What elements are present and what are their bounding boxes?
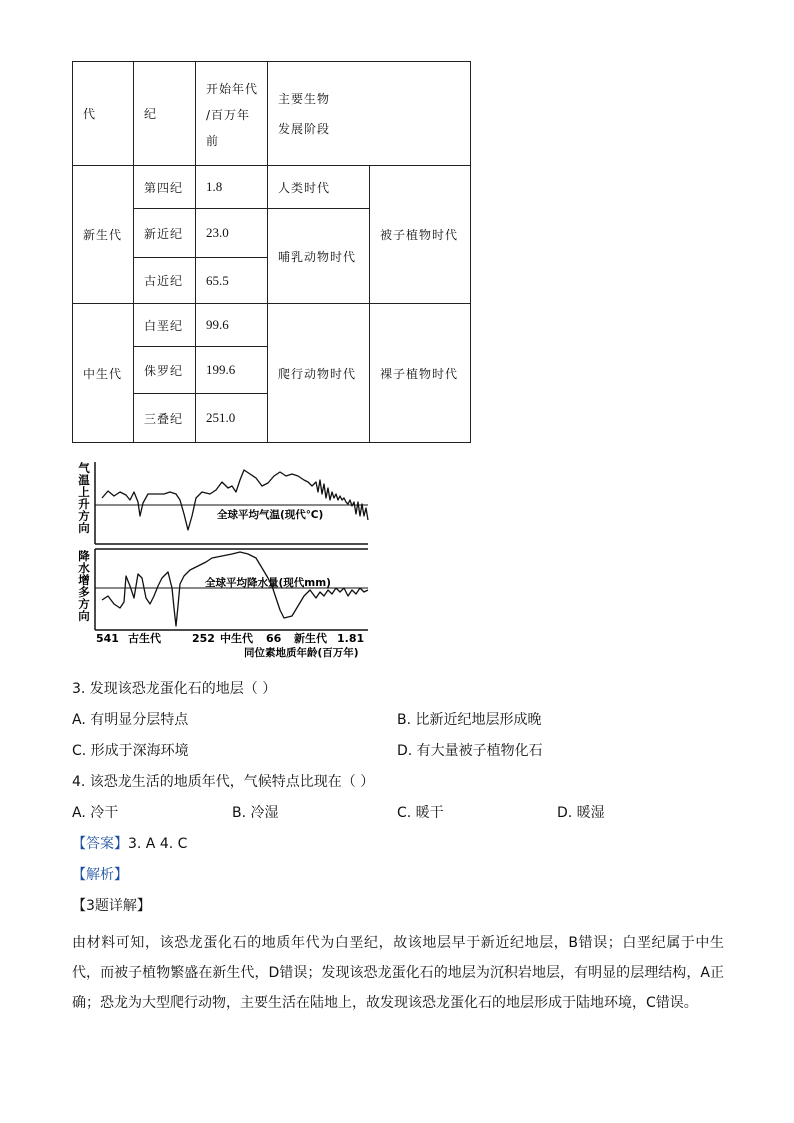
temp-axis-char: 升 — [78, 497, 90, 511]
precip-axis-char: 增 — [78, 573, 90, 587]
q4-option-c: C. 暖干 — [397, 805, 444, 821]
temp-axis-char: 气 — [78, 461, 90, 475]
table-row — [73, 166, 471, 209]
header-biology-stage — [268, 62, 471, 166]
precip-axis-char: 方 — [78, 597, 90, 611]
table-row — [73, 304, 471, 347]
q3-option-a: A. 有明显分层特点 — [72, 712, 189, 728]
header-start-line3: 前 — [206, 133, 220, 148]
x-tick-paleozoic: 古生代 — [128, 632, 161, 645]
start-age-cell: 199.6 — [196, 347, 268, 394]
temp-axis-char: 上 — [78, 485, 90, 499]
precip-baseline-label: 全球平均降水量(现代mm) — [205, 577, 331, 589]
animal-stage-reptile: 爬行动物时代 — [268, 304, 370, 443]
analysis-label: 【解析】 — [72, 867, 128, 883]
x-tick-1-81: 1.81 — [337, 632, 365, 645]
table-header-row — [73, 62, 471, 166]
q3-option-b: B. 比新近纪地层形成晚 — [397, 712, 542, 728]
start-age-cell: 23.0 — [196, 209, 268, 258]
period-cell: 第四纪 — [134, 166, 196, 209]
x-axis-ticks — [96, 631, 364, 645]
temp-axis-label — [78, 461, 90, 535]
q4-option-d: D. 暖湿 — [557, 805, 605, 821]
q4-option-a: A. 冷干 — [72, 805, 119, 821]
answer-value: 3. A 4. C — [128, 836, 188, 852]
q3-option-d: D. 有大量被子植物化石 — [397, 743, 543, 759]
period-cell: 新近纪 — [134, 209, 196, 258]
q4-option-b: B. 冷湿 — [232, 805, 279, 821]
precip-axis-char: 向 — [78, 609, 90, 623]
q3-option-c: C. 形成于深海环境 — [72, 743, 189, 759]
q3-stem: 3. 发现该恐龙蛋化石的地层（ ） — [72, 681, 277, 697]
plant-stage-angiosperm: 被子植物时代 — [370, 166, 471, 304]
precip-axis-label — [78, 549, 90, 623]
era-mesozoic: 中生代 — [73, 304, 134, 443]
temp-axis-char: 方 — [78, 509, 90, 523]
animal-stage-human: 人类时代 — [268, 166, 370, 209]
header-start-line1: 开始年代 — [206, 81, 259, 96]
x-tick-cenozoic: 新生代 — [294, 632, 327, 645]
period-cell: 侏罗纪 — [134, 347, 196, 394]
temperature-curve — [102, 470, 368, 530]
header-stage-line1: 主要生物 — [278, 91, 331, 106]
precip-axis-char: 多 — [78, 585, 90, 599]
period-cell: 三叠纪 — [134, 394, 196, 443]
x-tick-252: 252 — [192, 632, 215, 645]
geologic-time-table — [72, 61, 471, 443]
precip-axis-char: 降 — [78, 549, 90, 563]
header-start-line2: /百万年 — [206, 107, 251, 122]
temp-axis-char: 温 — [78, 473, 90, 487]
animal-stage-mammal: 哺乳动物时代 — [268, 209, 370, 304]
x-axis-title: 同位素地质年龄(百万年) — [244, 647, 359, 659]
header-stage-line2: 发展阶段 — [278, 121, 331, 136]
start-age-cell: 65.5 — [196, 258, 268, 304]
temp-baseline-label: 全球平均气温(现代℃) — [217, 509, 324, 521]
period-cell: 古近纪 — [134, 258, 196, 304]
period-cell: 白垩纪 — [134, 304, 196, 347]
header-period: 纪 — [134, 62, 196, 166]
answer-line — [72, 834, 187, 854]
header-era: 代 — [73, 62, 134, 166]
paleoclimate-chart — [72, 458, 374, 664]
start-age-cell: 1.8 — [196, 166, 268, 209]
precip-axis-char: 水 — [78, 561, 90, 575]
plant-stage-gymnosperm: 裸子植物时代 — [370, 304, 471, 443]
precipitation-curve — [102, 552, 368, 626]
start-age-cell: 251.0 — [196, 394, 268, 443]
era-cenozoic: 新生代 — [73, 166, 134, 304]
x-tick-541: 541 — [96, 632, 119, 645]
header-start-age — [196, 62, 268, 166]
answer-label: 【答案】 — [72, 836, 128, 852]
temp-axis-char: 向 — [78, 521, 90, 535]
detail-label: 【3题详解】 — [72, 898, 151, 914]
q4-stem: 4. 该恐龙生活的地质年代，气候特点比现在（ ） — [72, 774, 375, 790]
start-age-cell: 99.6 — [196, 304, 268, 347]
detail-paragraph: 由材料可知，该恐龙蛋化石的地质年代为白垩纪，故该地层早于新近纪地层，B错误；白垩纪属于中生代，而被子植物繁盛在新生代，D错误；发现该恐龙蛋化石的地层为沉积岩地层，有明显的层理结构，A正确；恐龙为大型爬行动物，主要生活在陆地上，故发现该恐龙蛋化石的地层形成于陆地环境，C错误。 — [72, 935, 724, 1011]
x-tick-66: 66 — [266, 632, 282, 645]
x-tick-mesozoic: 中生代 — [220, 632, 253, 645]
